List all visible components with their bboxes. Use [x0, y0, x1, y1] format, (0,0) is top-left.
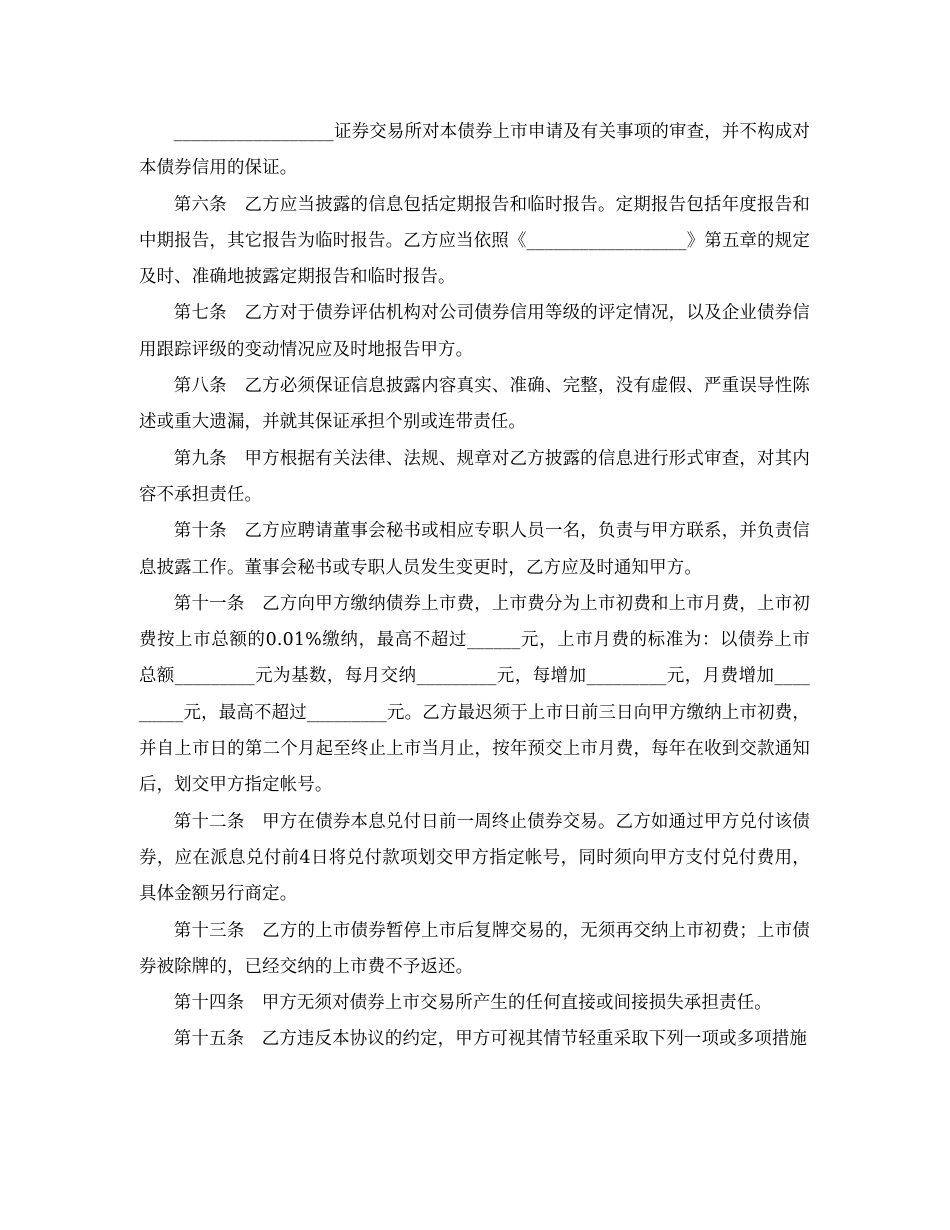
- paragraph-article-6: 第六条 乙方应当披露的信息包括定期报告和临时报告。定期报告包括年度报告和中期报告，其它报告为临时报告。乙方应当依照《__________________》第五章的规定及时、准确地披露定期报告和临时报告。: [139, 194, 810, 288]
- paragraph-article-9: 第九条 甲方根据有关法律、法规、规章对乙方披露的信息进行形式审查，对其内容不承担责任。: [139, 448, 810, 505]
- paragraph-exchange-review: __________________证券交易所对本债券上市申请及有关事项的审查，并不构成对本债券信用的保证。: [139, 122, 810, 179]
- paragraph-article-7: 第七条 乙方对于债券评估机构对公司债券信用等级的评定情况，以及企业债券信用跟踪评级的变动情况应及时地报告甲方。: [139, 303, 810, 360]
- paragraph-article-13: 第十三条 乙方的上市债券暂停上市后复牌交易的，无须再交纳上市初费；上市债券被除牌的，已经交纳的上市费不予返还。: [139, 920, 810, 977]
- paragraph-article-10: 第十条 乙方应聘请董事会秘书或相应专职人员一名，负责与甲方联系，并负责信息披露工作。董事会秘书或专职人员发生变更时，乙方应及时通知甲方。: [139, 521, 810, 578]
- paragraph-article-12: 第十二条 甲方在债券本息兑付日前一周终止债券交易。乙方如通过甲方兑付该债券，应在派息兑付前4日将兑付款项划交甲方指定帐号，同时须向甲方支付兑付费用，具体金额另行商定。: [139, 811, 810, 905]
- paragraph-article-14: 第十四条 甲方无须对债券上市交易所产生的任何直接或间接损失承担责任。: [173, 993, 772, 1014]
- paragraph-article-11: 第十一条 乙方向甲方缴纳债券上市费，上市费分为上市初费和上市月费，上市初费按上市总额的0.01%缴纳，最高不超过______元，上市月费的标准为：以债券上市总额_________元为基数，每月交纳_________元，每增加_________元，月费增加_________元，最高不超过_________元。乙方最迟须于上市日前三日向甲方缴纳上市初费，并自上市日的第二个月起至终止上市当月止，按年预交上市月费，每年在收到交款通知后，划交甲方指定帐号。: [139, 593, 810, 796]
- paragraph-article-8: 第八条 乙方必须保证信息披露内容真实、准确、完整，没有虚假、严重误导性陈述或重大遗漏，并就其保证承担个别或连带责任。: [139, 376, 810, 433]
- paragraph-article-15: 第十五条 乙方违反本协议的约定，甲方可视其情节轻重采取下列一项或多项措施: [173, 1029, 808, 1050]
- document-body: [139, 114, 810, 1058]
